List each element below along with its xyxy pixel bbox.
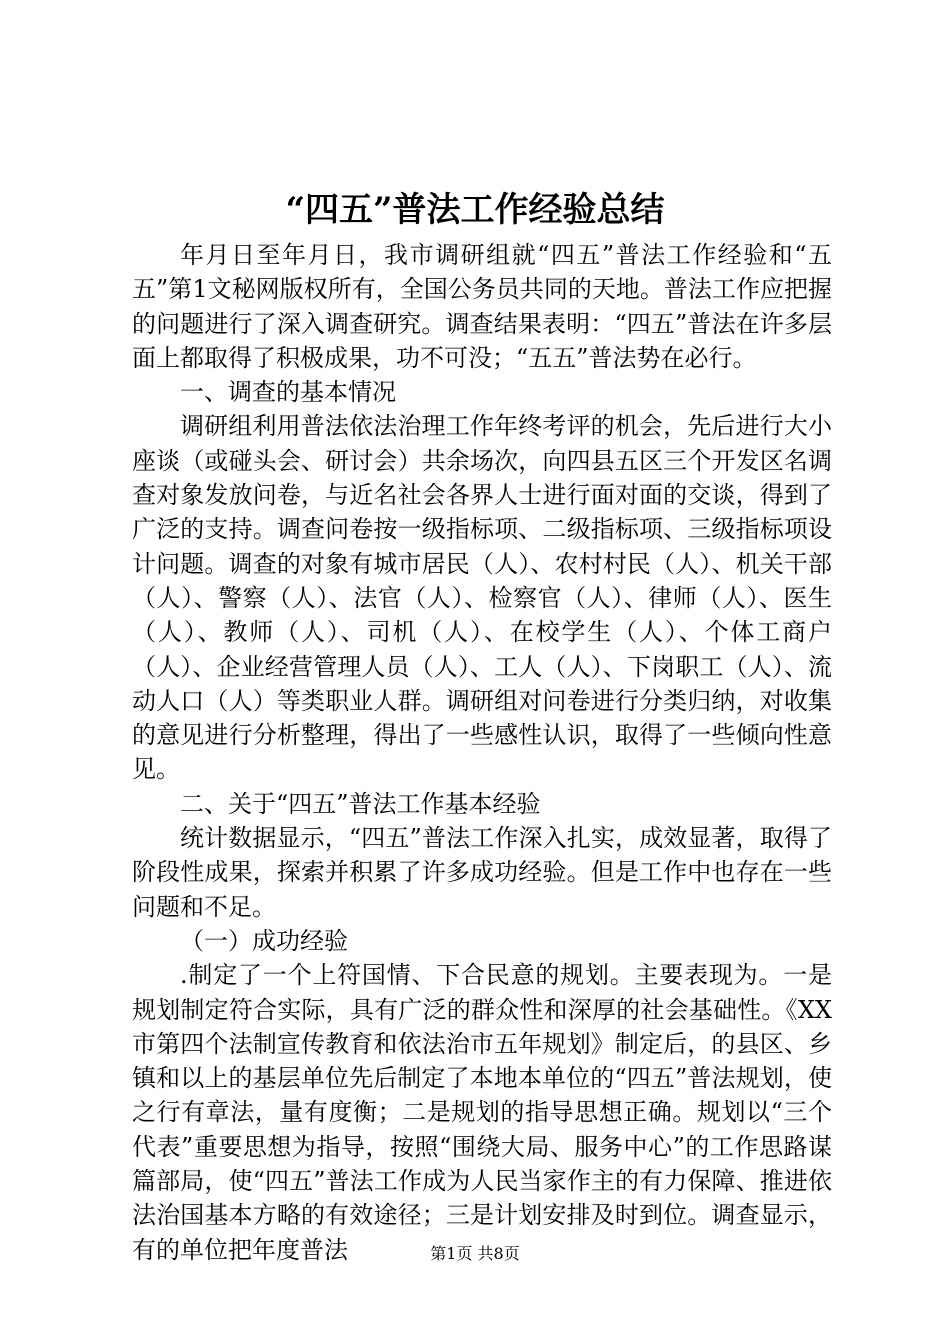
section-heading-2: 二、关于“四五”普法工作基本经验	[180, 789, 541, 818]
document-body	[132, 238, 832, 1267]
paragraph-plan: .制定了一个上符国情、下合民意的规划。主要表现为。一是规划制定符合实际，具有广泛的群众性和深厚的社会基础性。《XX市第四个法制宣传教育和依法治市五年规划》制定后，的县区、乡镇和以上的基层单位先后制定了本地本单位的“四五”普法规划，使之行有章法，量有度衡；二是规划的指导思想正确。规划以“三个代表”重要思想为指导，按照“围绕大局、服务中心”的工作思路谋篇部局，使“四五”普法工作成为人民当家作主的有力保障、推进依法治国基本方略的有效途径；三是计划安排及时到位。调查显示，有的单位把年度普法	[132, 961, 832, 1264]
paragraph-survey: 调研组利用普法依法治理工作年终考评的机会，先后进行大小座谈（或碰头会、研讨会）共余场次，向四县五区三个开发区名调查对象发放问卷，与近名社会各界人士进行面对面的交谈，得到了广泛的支持。调查问卷按一级指标项、二级指标项、三级指标项设计问题。调查的对象有城市居民（人）、农村村民（人）、机关干部（人）、警察（人）、法官（人）、检察官（人）、律师（人）、医生（人）、教师（人）、司机（人）、在校学生（人）、个体工商户（人）、企业经营管理人员（人）、工人（人）、下岗职工（人）、流动人口（人）等类职业人群。调研组对问卷进行分类归纳，对收集的意见进行分析整理，得出了一些感性认识，取得了一些倾向性意见。	[132, 412, 832, 784]
paragraph-intro: 年月日至年月日，我市调研组就“四五”普法工作经验和“五五”第1文秘网版权所有，全国公务员共同的天地。普法工作应把握的问题进行了深入调查研究。调查结果表明：“四五”普法在许多层面上都取得了积极成果，功不可没；“五五”普法势在必行。	[132, 241, 832, 372]
page-footer: 第1页 共8页	[430, 1244, 520, 1263]
section-heading-1: 一、调查的基本情况	[180, 378, 396, 407]
subsection-heading: （一）成功经验	[180, 926, 348, 955]
paragraph-statistics: 统计数据显示，“四五”普法工作深入扎实，成效显著，取得了阶段性成果，探索并积累了许多成功经验。但是工作中也存在一些问题和不足。	[132, 824, 832, 921]
document-title: “四五”普法工作经验总结	[285, 190, 665, 230]
